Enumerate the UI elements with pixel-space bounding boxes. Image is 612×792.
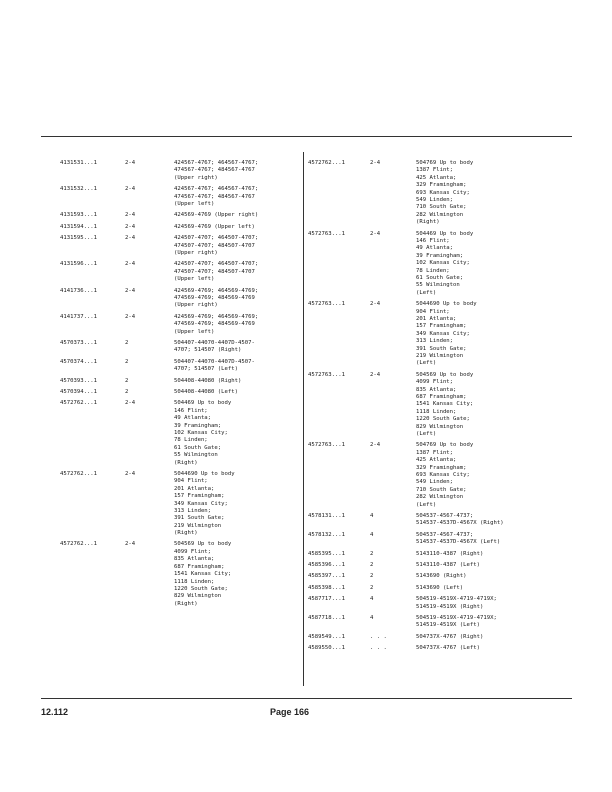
application-line: 424569-4769; 464569-4769; <box>174 313 259 320</box>
parts-entry <box>308 372 568 443</box>
quantity-code: 2-4 <box>370 230 381 237</box>
application-line: 504469 Up to body <box>416 230 474 237</box>
part-number: 4572763...1 <box>308 230 346 237</box>
application-line: 49 Atlanta; <box>174 415 212 422</box>
application-line: (Upper right) <box>174 174 218 181</box>
parts-entry <box>60 261 300 287</box>
bottom-rule <box>41 698 572 699</box>
application-line: 514519-4519X (Left) <box>416 622 480 629</box>
application-text <box>174 389 238 396</box>
part-number: 4572762...1 <box>308 160 346 166</box>
part-number: 4131594...1 <box>60 223 98 230</box>
application-line: 5044690 Up to body <box>416 301 477 308</box>
application-text <box>416 573 467 580</box>
application-line: 1387 Flint; <box>416 449 454 456</box>
application-line: 504408-44080 (Right) <box>174 377 242 384</box>
parts-entry <box>308 513 568 532</box>
application-line: 146 Flint; <box>174 407 208 414</box>
parts-entry <box>60 314 300 340</box>
application-text <box>416 372 473 439</box>
application-line: 39 Framingham; <box>416 252 464 259</box>
application-text <box>174 541 231 608</box>
application-line: 282 Wilmington <box>416 494 464 501</box>
application-line: 146 Flint; <box>416 238 450 244</box>
application-line: 313 Linden; <box>416 338 454 345</box>
part-number: 4572763...1 <box>308 301 346 308</box>
parts-entry <box>60 160 300 186</box>
application-line: 829 Wilmington <box>174 593 222 600</box>
application-line: 102 Kansas City; <box>416 260 470 267</box>
application-text <box>174 340 255 355</box>
part-number: 4587718...1 <box>308 614 346 621</box>
application-line: 5143690 (Right) <box>416 573 467 580</box>
application-line: (Left) <box>416 289 437 296</box>
quantity-code: 4 <box>370 614 374 621</box>
parts-entry <box>308 442 568 513</box>
parts-entry <box>308 532 568 551</box>
application-line: 61 South Gate; <box>174 444 222 451</box>
part-number: 4572762...1 <box>60 541 98 548</box>
quantity-code: 2 <box>125 339 129 346</box>
application-line: 1387 Flint; <box>416 167 454 174</box>
quantity-code: 4 <box>370 531 374 538</box>
application-line: 514519-4519X (Right) <box>416 603 484 610</box>
application-line: 78 Linden; <box>416 267 450 274</box>
application-line: 504737X-4767 (Right) <box>416 633 484 640</box>
quantity-code: 2 <box>370 573 374 580</box>
application-text <box>416 160 473 227</box>
parts-entry <box>308 634 568 645</box>
application-line: 49 Atlanta; <box>416 245 454 252</box>
application-line: 504408-44080 (Left) <box>174 388 238 395</box>
application-line: 282 Wilmington <box>416 211 464 218</box>
parts-entry <box>60 541 300 612</box>
part-number: 4578132...1 <box>308 531 346 538</box>
quantity-code: 2-4 <box>125 235 136 242</box>
quantity-code: 2-4 <box>370 301 381 308</box>
application-line: 424567-4767; 464567-4767; <box>174 186 259 193</box>
application-line: 4099 Flint; <box>174 548 212 555</box>
part-number: 4570374...1 <box>60 358 98 365</box>
quantity-code: 2-4 <box>370 371 381 378</box>
column-divider <box>303 152 304 686</box>
part-number: 4572762...1 <box>60 400 98 407</box>
application-line: 313 Linden; <box>174 507 212 514</box>
application-line: 61 South Gate; <box>416 275 464 282</box>
application-text <box>416 551 483 558</box>
application-line: 349 Kansas City; <box>174 500 228 507</box>
application-line: 391 South Gate; <box>416 345 467 352</box>
application-text <box>174 261 258 283</box>
application-line: 5143690 (Left) <box>416 584 464 591</box>
parts-entry <box>308 231 568 302</box>
application-text <box>416 532 500 547</box>
quantity-code: 2-4 <box>125 287 136 294</box>
application-line: 549 Linden; <box>416 197 454 204</box>
application-line: 504537-4567-4737; <box>416 531 474 538</box>
application-line: 425 Atlanta; <box>416 457 457 464</box>
application-line: 904 Flint; <box>174 478 208 485</box>
application-line: 710 South Gate; <box>416 204 467 211</box>
application-text <box>174 400 231 467</box>
quantity-code: 2-4 <box>370 160 381 166</box>
quantity-code: 4 <box>370 512 374 519</box>
application-text <box>174 471 235 538</box>
application-line: 514537-4537D-4567X (Right) <box>416 520 504 527</box>
quantity-code: 2-4 <box>125 186 136 193</box>
application-line: (Left) <box>416 501 437 508</box>
application-line: 710 South Gate; <box>416 486 467 493</box>
parts-entry <box>60 212 300 223</box>
application-line: 1220 South Gate; <box>174 585 228 592</box>
application-line: 424567-4767; 464567-4767; <box>174 160 259 166</box>
application-line: 4099 Flint; <box>416 379 454 386</box>
application-line: 504569 Up to body <box>416 371 474 378</box>
quantity-code: 2-4 <box>125 313 136 320</box>
parts-entry <box>60 400 300 471</box>
part-number: 4589549...1 <box>308 633 346 640</box>
application-line: 693 Kansas City; <box>416 189 470 196</box>
application-line: 349 Kansas City; <box>416 330 470 337</box>
parts-entry <box>308 160 568 231</box>
parts-entry <box>308 301 568 372</box>
application-text <box>416 442 473 509</box>
part-number: 4131593...1 <box>60 212 98 219</box>
parts-entry <box>308 551 568 562</box>
application-line: 5044690 Up to body <box>174 470 235 477</box>
parts-entry <box>308 585 568 596</box>
application-line: 425 Atlanta; <box>416 174 457 181</box>
part-number: 4572763...1 <box>308 442 346 449</box>
application-text <box>174 186 258 208</box>
parts-entry <box>60 389 300 400</box>
parts-entry <box>308 573 568 584</box>
application-text <box>416 231 473 298</box>
top-rule <box>41 136 572 137</box>
application-line: 157 Framingham; <box>174 493 225 500</box>
application-line: 835 Atlanta; <box>416 386 457 393</box>
part-number: 4570394...1 <box>60 388 98 395</box>
application-line: 504469 Up to body <box>174 400 232 407</box>
part-number: 4585396...1 <box>308 561 346 568</box>
application-line: 504569 Up to body <box>174 541 232 548</box>
application-line: (Right) <box>416 219 440 226</box>
section-number: 12.112 <box>41 707 69 717</box>
application-line: 424507-4707; 464507-4707; <box>174 261 259 268</box>
application-line: (Upper right) <box>174 249 218 256</box>
application-line: 329 Framingham; <box>416 464 467 471</box>
quantity-code: 2-4 <box>125 400 136 407</box>
part-number: 4131532...1 <box>60 186 98 193</box>
part-number: 4141737...1 <box>60 313 98 320</box>
parts-entry <box>60 359 300 378</box>
application-line: (Left) <box>416 360 437 367</box>
application-text <box>174 235 258 257</box>
quantity-code: 2 <box>125 388 129 395</box>
application-line: (Upper left) <box>174 201 215 207</box>
application-text <box>174 378 241 385</box>
application-line: 504519-4519X-4719-4719X; <box>416 596 497 603</box>
application-line: 1541 Kansas City; <box>416 401 474 408</box>
application-text <box>174 224 255 231</box>
application-line: 5143110-4387 (Left) <box>416 561 480 568</box>
parts-entry <box>308 562 568 573</box>
quantity-code: 2-4 <box>125 212 136 219</box>
application-line: (Upper right) <box>174 302 218 309</box>
application-line: 514537-4537D-4567X (Left) <box>416 539 501 546</box>
application-line: 4707; 514507 (Right) <box>174 347 242 354</box>
quantity-code: 2-4 <box>125 541 136 548</box>
application-text <box>416 645 480 652</box>
quantity-code: 2-4 <box>125 160 136 166</box>
parts-entry <box>60 378 300 389</box>
application-text <box>416 596 497 611</box>
application-line: 102 Kansas City; <box>174 429 228 436</box>
application-line: 474507-4707; 484507-4707 <box>174 268 255 275</box>
application-line: (Upper left) <box>174 328 215 335</box>
application-text <box>416 301 477 368</box>
application-line: 157 Framingham; <box>416 323 467 330</box>
parts-entry <box>60 471 300 542</box>
right-column <box>308 160 568 657</box>
application-text <box>416 615 497 630</box>
application-line: 474567-4767; 484567-4767 <box>174 167 255 174</box>
application-line: 424569-4769 (Upper right) <box>174 212 259 219</box>
application-line: 904 Flint; <box>416 308 450 315</box>
quantity-code: 4 <box>370 596 374 603</box>
application-line: (Right) <box>174 459 198 466</box>
application-line: 504407-44070-4407D-4507- <box>174 339 255 346</box>
parts-entry <box>60 340 300 359</box>
parts-entry <box>60 288 300 314</box>
parts-entry <box>308 596 568 615</box>
application-line: 1118 Linden; <box>174 578 215 585</box>
part-number: 4585397...1 <box>308 573 346 580</box>
application-line: (Upper left) <box>174 276 215 283</box>
parts-entry <box>308 615 568 634</box>
application-line: 829 Wilmington <box>416 423 464 430</box>
parts-entry <box>60 235 300 261</box>
parts-entry <box>60 224 300 235</box>
application-line: 5143110-4387 (Right) <box>416 550 484 557</box>
application-line: (Right) <box>174 530 198 537</box>
quantity-code: 2-4 <box>370 442 381 449</box>
application-line: 424569-4769 (Upper left) <box>174 223 255 230</box>
quantity-code: 2 <box>370 561 374 568</box>
application-line: 687 Framingham; <box>174 563 225 570</box>
application-line: 39 Framingham; <box>174 422 222 429</box>
part-number: 4589550...1 <box>308 645 346 652</box>
application-text <box>174 359 255 374</box>
parts-entry <box>308 645 568 656</box>
part-number: 4585395...1 <box>308 550 346 557</box>
application-line: 474569-4769; 484569-4769 <box>174 294 255 301</box>
application-text <box>416 513 504 528</box>
application-text <box>174 314 258 336</box>
application-line: (Left) <box>416 431 437 438</box>
page-number: Page 166 <box>270 707 310 717</box>
application-line: 1118 Linden; <box>416 408 457 415</box>
application-line: 504769 Up to body <box>416 160 474 166</box>
quantity-code: 2 <box>370 550 374 557</box>
application-line: 1220 South Gate; <box>416 416 470 423</box>
part-number: 4585398...1 <box>308 584 346 591</box>
application-line: 504737X-4767 (Left) <box>416 645 480 652</box>
part-number: 4587717...1 <box>308 596 346 603</box>
quantity-code: . . . <box>370 633 387 640</box>
application-text <box>174 212 258 219</box>
application-text <box>416 634 483 641</box>
application-line: 504407-44070-4407D-4507- <box>174 358 255 365</box>
application-line: 549 Linden; <box>416 479 454 486</box>
application-line: 55 Wilmington <box>416 282 460 289</box>
part-number: 4572763...1 <box>308 371 346 378</box>
application-line: 55 Wilmington <box>174 452 218 459</box>
parts-entry <box>60 186 300 212</box>
application-line: 424507-4707; 464507-4707; <box>174 235 259 242</box>
part-number: 4572762...1 <box>60 470 98 477</box>
quantity-code: . . . <box>370 645 387 652</box>
part-number: 4141736...1 <box>60 287 98 294</box>
application-text <box>174 160 258 182</box>
application-line: 219 Wilmington <box>174 522 222 529</box>
part-number: 4131596...1 <box>60 261 98 268</box>
part-number: 4131531...1 <box>60 160 98 166</box>
application-line: 693 Kansas City; <box>416 472 470 478</box>
application-line: (Right) <box>174 600 198 607</box>
quantity-code: 2 <box>370 584 374 591</box>
part-number: 4570393...1 <box>60 377 98 384</box>
application-line: 78 Linden; <box>174 437 208 444</box>
part-number: 4570373...1 <box>60 339 98 346</box>
quantity-code: 2-4 <box>125 470 136 477</box>
application-line: 219 Wilmington <box>416 353 464 360</box>
quantity-code: 2 <box>125 358 129 365</box>
application-line: 835 Atlanta; <box>174 556 215 563</box>
quantity-code: 2-4 <box>125 223 136 230</box>
application-line: 201 Atlanta; <box>174 485 215 492</box>
application-line: 424569-4769; 464569-4769; <box>174 287 259 294</box>
application-line: 504519-4519X-4719-4719X; <box>416 614 497 621</box>
application-line: 474507-4707; 484507-4707 <box>174 242 255 249</box>
application-line: 201 Atlanta; <box>416 316 457 322</box>
part-number: 4131595...1 <box>60 235 98 242</box>
application-line: 391 South Gate; <box>174 515 225 522</box>
application-line: 4707; 514507 (Left) <box>174 366 238 373</box>
application-text <box>416 562 480 569</box>
application-text <box>174 288 258 310</box>
application-line: 504537-4567-4737; <box>416 512 474 519</box>
application-line: 474567-4767; 484567-4767 <box>174 193 255 200</box>
application-line: 474569-4769; 484569-4769 <box>174 321 255 328</box>
quantity-code: 2 <box>125 377 129 384</box>
application-line: 1541 Kansas City; <box>174 571 232 578</box>
left-column <box>60 160 300 612</box>
application-line: 329 Framingham; <box>416 182 467 189</box>
application-text <box>416 585 463 592</box>
part-number: 4578131...1 <box>308 512 346 519</box>
application-line: 504769 Up to body <box>416 442 474 449</box>
application-line: 687 Framingham; <box>416 394 467 400</box>
quantity-code: 2-4 <box>125 261 136 268</box>
